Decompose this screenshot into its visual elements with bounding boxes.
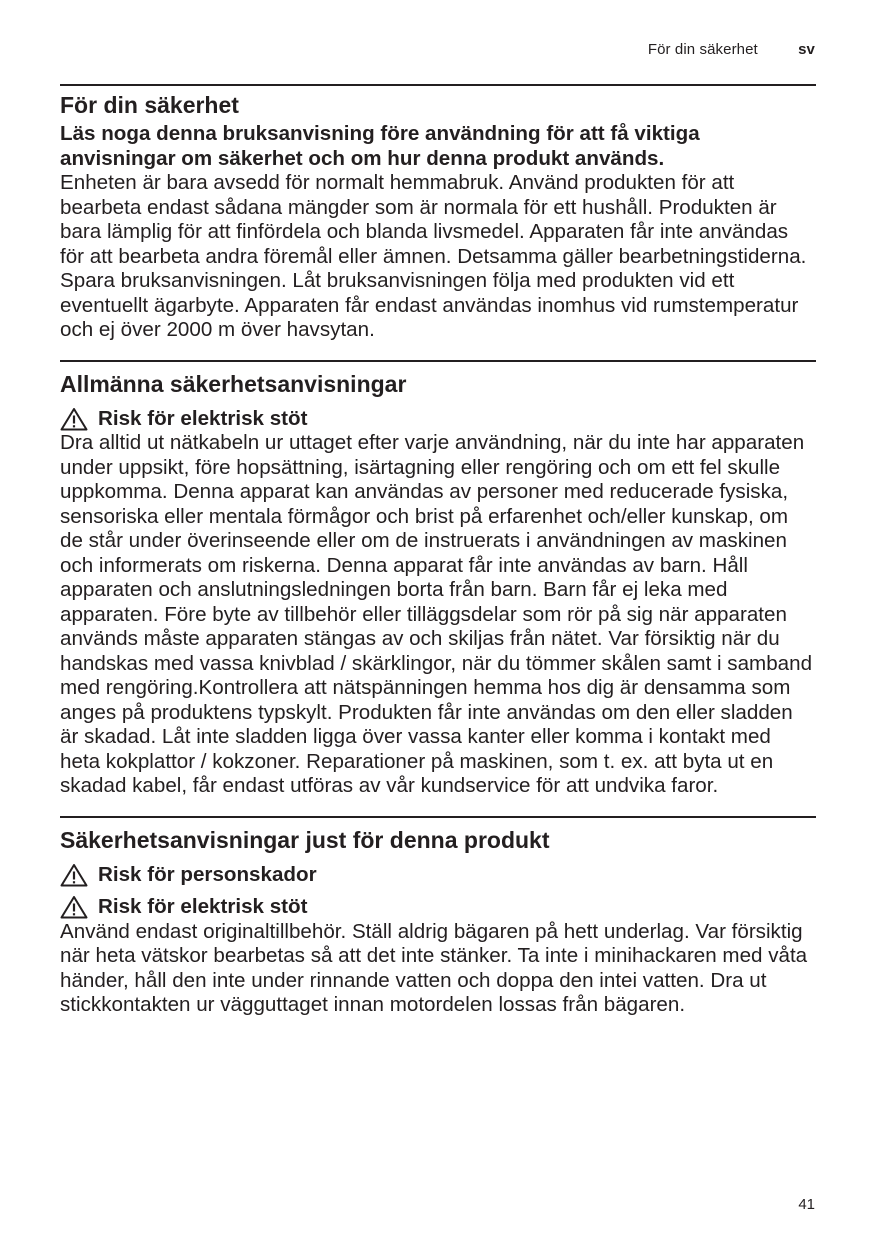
intended-use-paragraph: Enheten är bara avsedd för normalt hemmabruk. Använd produkten för att bearbeta endast sådana mängder som är normala för ett hushåll. Produkten är bara lämplig för att finfördela och blanda livsmedel. Apparaten får inte användas för att bearbeta andra föremål eller ämnen. Detsamma gäller bearbetningstiderna. Spara bruksanvisningen. Låt bruksanvisningen följa med produkten vid ett eventuellt ägarbyte. Apparaten får endast användas inomhus vid rumstemperatur och ej över 2000 m över havsytan. xyxy=(60,171,807,341)
section-title-safety: För din säkerhet xyxy=(60,92,239,118)
page-content xyxy=(60,84,816,1018)
section-title-product-safety: Säkerhetsanvisningar just för denna produkt xyxy=(60,826,550,853)
section-divider xyxy=(60,816,816,818)
page-number: 41 xyxy=(798,1196,815,1213)
warning-triangle-icon xyxy=(60,895,88,919)
warning-personal-injury xyxy=(60,863,816,888)
warning-triangle-icon xyxy=(60,407,88,431)
warning-label: Risk för elektrisk stöt xyxy=(98,406,308,430)
intro-bold-paragraph: Läs noga denna bruksanvisning före användning för att få viktiga anvisningar om säkerhet och om hur denna produkt används. xyxy=(60,122,700,170)
warning-label: Risk för personskador xyxy=(98,862,317,886)
running-header xyxy=(648,41,815,58)
running-header-title: För din säkerhet xyxy=(647,41,758,58)
warning-electric-shock xyxy=(60,895,816,920)
section-divider xyxy=(60,360,816,362)
warning-electric-shock xyxy=(60,407,816,432)
section-divider xyxy=(60,84,816,86)
warning-label: Risk för elektrisk stöt xyxy=(98,895,308,918)
product-safety-paragraph: Använd endast originaltillbehör. Ställ aldrig bägaren på hett underlag. Var försiktig när heta vätskor bearbetas så att det inte stänker. Ta inte i minihackaren med våta händer, håll den inte under rinnande vatten och doppa den intei vatten. Dra ut stickkontakten ur vägguttaget innan motordelen lossas från bägaren. xyxy=(60,919,808,1016)
warning-triangle-icon xyxy=(60,863,88,887)
general-safety-paragraph: Dra alltid ut nätkabeln ur uttaget efter varje användning, när du inte har apparaten under uppsikt, före hopsättning, isärtagning eller rengöring och om ett fel skulle uppkomma. Denna apparat kan användas av personer med reducerade fysiska, sensoriska eller mentala förmågor och brist på erfarenhet och/eller kunskap, om de står under överinseende eller om de instruerats i användningen av maskinen och informerats om riskerna. Denna apparat får inte användas av barn. Håll apparaten och anslutningsledningen borta från barn. Barn får ej leka med apparaten. Före byte av tillbehör eller tilläggsdelar som rör på sig när apparaten används måste apparaten stängas av och skiljas från nätet. Var försiktig när du handskas med vassa knivblad / skärklingor, när du tömmer skålen samt i samband med rengöring.Kontrollera att nätspänningen hemma hos dig är densamma som anges på produktens typskylt. Produkten får inte användas om den eller sladden är skadad. Låt inte sladden ligga över vassa kanter eller komma i kontakt med heta kokplattor / kokzoner. Reparationer på maskinen, som t. ex. att byta ut en skadad kabel, får endast utföras av vår kundservice för att undvika faror. xyxy=(60,431,813,797)
language-code: sv xyxy=(798,41,815,58)
section-title-general-safety: Allmänna säkerhetsanvisningar xyxy=(60,370,407,397)
